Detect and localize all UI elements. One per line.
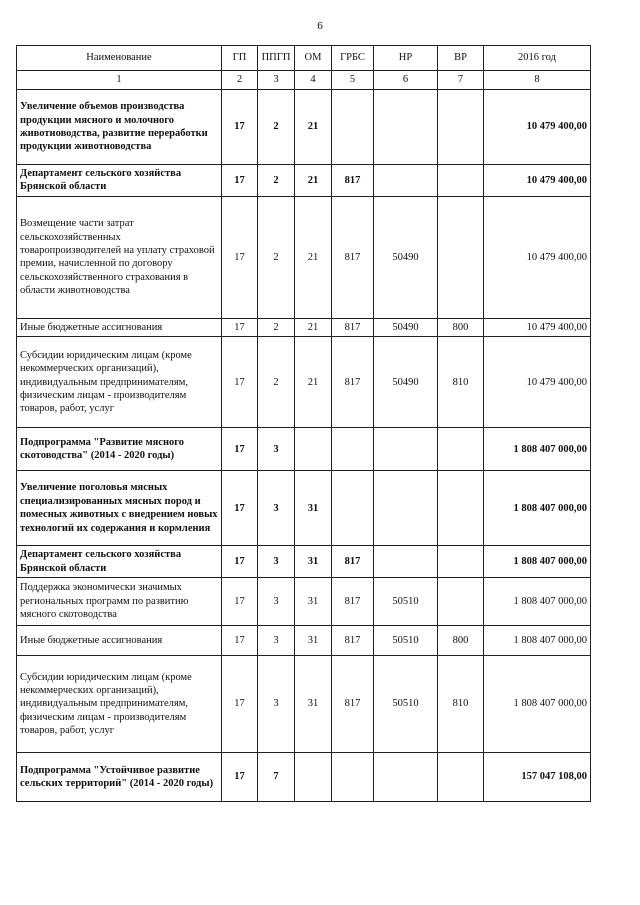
vr-cell: 810 [438, 656, 484, 753]
nr-cell [374, 428, 438, 471]
amount-cell: 10 479 400,00 [484, 90, 591, 165]
gp-cell: 17 [222, 196, 258, 318]
gp-cell: 17 [222, 337, 258, 428]
grbs-cell: 817 [332, 546, 374, 578]
table-row [17, 196, 591, 318]
column-number: 4 [295, 71, 332, 90]
column-header-nr: НР [374, 46, 438, 71]
table-header-row [17, 46, 591, 71]
page-number: 6 [317, 20, 323, 32]
table-row [17, 656, 591, 753]
nr-cell [374, 165, 438, 197]
row-name-cell: Подпрограмма "Развитие мясного скотоводства" (2014 - 2020 годы) [17, 428, 222, 471]
row-name-cell: Иные бюджетные ассигнования [17, 318, 222, 336]
nr-cell [374, 546, 438, 578]
column-header-vr: ВР [438, 46, 484, 71]
table-row [17, 90, 591, 165]
table-row [17, 626, 591, 656]
gp-cell: 17 [222, 471, 258, 546]
ppgp-cell: 2 [258, 196, 295, 318]
column-header-om: ОМ [295, 46, 332, 71]
column-header-gp: ГП [222, 46, 258, 71]
nr-cell [374, 753, 438, 802]
om-cell [295, 753, 332, 802]
grbs-cell [332, 90, 374, 165]
om-cell: 31 [295, 471, 332, 546]
column-header-name: Наименование [17, 46, 222, 71]
vr-cell [438, 165, 484, 197]
gp-cell: 17 [222, 318, 258, 336]
row-name-cell: Поддержка экономически значимых региональных программ по развитию мясного скотоводства [17, 578, 222, 626]
column-number: 5 [332, 71, 374, 90]
table-row [17, 337, 591, 428]
table-row [17, 471, 591, 546]
om-cell [295, 428, 332, 471]
budget-table [16, 45, 591, 802]
column-number: 6 [374, 71, 438, 90]
column-header-ppgp: ППГП [258, 46, 295, 71]
column-number: 2 [222, 71, 258, 90]
gp-cell: 17 [222, 656, 258, 753]
grbs-cell [332, 753, 374, 802]
ppgp-cell: 3 [258, 578, 295, 626]
vr-cell [438, 471, 484, 546]
row-name-cell: Подпрограмма "Устойчивое развитие сельских территорий" (2014 - 2020 годы) [17, 753, 222, 802]
table-row [17, 428, 591, 471]
amount-cell: 1 808 407 000,00 [484, 471, 591, 546]
grbs-cell: 817 [332, 337, 374, 428]
nr-cell: 50510 [374, 578, 438, 626]
row-name-cell: Возмещение части затрат сельскохозяйственных товаропроизводителей на уплату страховой премии, начисленной по договору сельскохозяйственного страхования в области животноводства [17, 196, 222, 318]
vr-cell: 800 [438, 626, 484, 656]
grbs-cell: 817 [332, 165, 374, 197]
vr-cell: 800 [438, 318, 484, 336]
nr-cell: 50490 [374, 337, 438, 428]
vr-cell [438, 753, 484, 802]
table-body [17, 90, 591, 802]
ppgp-cell: 3 [258, 546, 295, 578]
table-row [17, 165, 591, 197]
ppgp-cell: 2 [258, 165, 295, 197]
om-cell: 21 [295, 318, 332, 336]
grbs-cell: 817 [332, 626, 374, 656]
row-name-cell: Увеличение поголовья мясных специализированных мясных пород и помесных животных с внедрением новых технологий их содержания и кормления [17, 471, 222, 546]
vr-cell: 810 [438, 337, 484, 428]
table-row [17, 578, 591, 626]
row-name-cell: Увеличение объемов производства продукции мясного и молочного животноводства, развитие переработки продукции животноводства [17, 90, 222, 165]
ppgp-cell: 2 [258, 90, 295, 165]
grbs-cell: 817 [332, 656, 374, 753]
vr-cell [438, 196, 484, 318]
ppgp-cell: 3 [258, 428, 295, 471]
nr-cell [374, 90, 438, 165]
gp-cell: 17 [222, 428, 258, 471]
amount-cell: 1 808 407 000,00 [484, 578, 591, 626]
ppgp-cell: 3 [258, 626, 295, 656]
nr-cell: 50490 [374, 318, 438, 336]
row-name-cell: Субсидии юридическим лицам (кроме некоммерческих организаций), индивидуальным предпринимателям, физическим лицам - производителям товаров, работ, услуг [17, 337, 222, 428]
vr-cell [438, 546, 484, 578]
grbs-cell: 817 [332, 196, 374, 318]
table-row [17, 753, 591, 802]
grbs-cell [332, 428, 374, 471]
om-cell: 21 [295, 337, 332, 428]
om-cell: 31 [295, 578, 332, 626]
gp-cell: 17 [222, 90, 258, 165]
amount-cell: 1 808 407 000,00 [484, 626, 591, 656]
row-name-cell: Субсидии юридическим лицам (кроме некоммерческих организаций), индивидуальным предпринимателям, физическим лицам - производителям товаров, работ, услуг [17, 656, 222, 753]
om-cell: 21 [295, 90, 332, 165]
column-number: 3 [258, 71, 295, 90]
column-number: 8 [484, 71, 591, 90]
gp-cell: 17 [222, 546, 258, 578]
gp-cell: 17 [222, 753, 258, 802]
nr-cell: 50490 [374, 196, 438, 318]
table-row [17, 318, 591, 336]
amount-cell: 1 808 407 000,00 [484, 428, 591, 471]
vr-cell [438, 578, 484, 626]
vr-cell [438, 428, 484, 471]
om-cell: 21 [295, 165, 332, 197]
ppgp-cell: 2 [258, 318, 295, 336]
nr-cell [374, 471, 438, 546]
column-number: 7 [438, 71, 484, 90]
ppgp-cell: 7 [258, 753, 295, 802]
ppgp-cell: 2 [258, 337, 295, 428]
amount-cell: 10 479 400,00 [484, 337, 591, 428]
om-cell: 31 [295, 626, 332, 656]
amount-cell: 10 479 400,00 [484, 165, 591, 197]
gp-cell: 17 [222, 165, 258, 197]
amount-cell: 1 808 407 000,00 [484, 546, 591, 578]
column-number-row [17, 71, 591, 90]
column-header-year: 2016 год [484, 46, 591, 71]
gp-cell: 17 [222, 626, 258, 656]
grbs-cell: 817 [332, 578, 374, 626]
om-cell: 31 [295, 656, 332, 753]
table-row [17, 546, 591, 578]
row-name-cell: Департамент сельского хозяйства Брянской области [17, 546, 222, 578]
om-cell: 31 [295, 546, 332, 578]
gp-cell: 17 [222, 578, 258, 626]
nr-cell: 50510 [374, 656, 438, 753]
row-name-cell: Иные бюджетные ассигнования [17, 626, 222, 656]
amount-cell: 1 808 407 000,00 [484, 656, 591, 753]
ppgp-cell: 3 [258, 656, 295, 753]
nr-cell: 50510 [374, 626, 438, 656]
grbs-cell [332, 471, 374, 546]
vr-cell [438, 90, 484, 165]
amount-cell: 157 047 108,00 [484, 753, 591, 802]
amount-cell: 10 479 400,00 [484, 196, 591, 318]
column-header-grbs: ГРБС [332, 46, 374, 71]
amount-cell: 10 479 400,00 [484, 318, 591, 336]
grbs-cell: 817 [332, 318, 374, 336]
ppgp-cell: 3 [258, 471, 295, 546]
row-name-cell: Департамент сельского хозяйства Брянской области [17, 165, 222, 197]
om-cell: 21 [295, 196, 332, 318]
column-number: 1 [17, 71, 222, 90]
